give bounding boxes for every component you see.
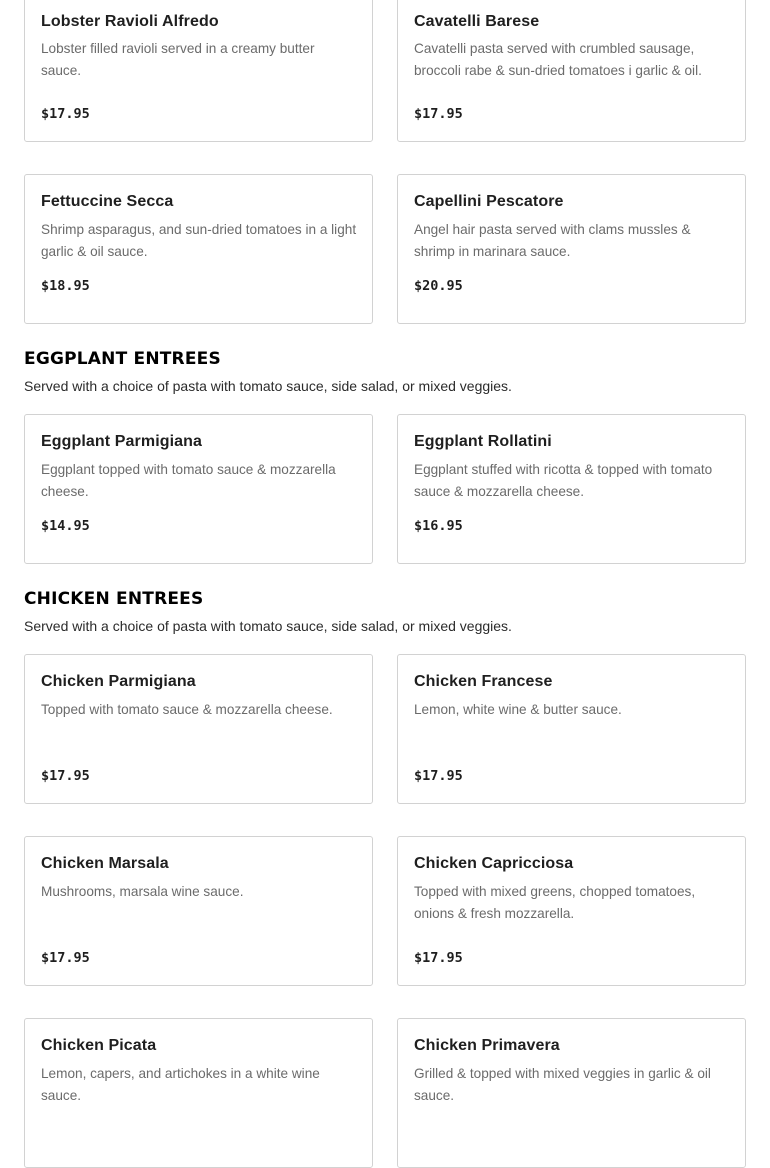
menu-item-name: Capellini Pescatore <box>414 193 564 210</box>
menu-item-description: Shrimp asparagus, and sun-dried tomatoes in a light garlic & oil sauce. <box>41 222 357 259</box>
menu-item-name: Cavatelli Barese <box>414 13 540 30</box>
menu-item-card[interactable] <box>24 836 373 986</box>
menu-item-description: Lemon, capers, and artichokes in a white wine sauce. <box>41 1066 320 1103</box>
menu-item-price: $14.95 <box>41 518 90 534</box>
menu-item-name: Chicken Parmigiana <box>41 673 196 690</box>
menu-item-name: Chicken Capricciosa <box>414 855 574 872</box>
menu-item-description: Topped with tomato sauce & mozzarella cheese. <box>41 702 333 717</box>
menu-item-card[interactable] <box>397 1018 746 1168</box>
section-title: CHICKEN ENTREES <box>24 589 204 609</box>
menu-item-card[interactable] <box>24 0 373 142</box>
menu-item-card[interactable] <box>397 414 746 564</box>
menu-item-description: Angel hair pasta served with clams mussles & shrimp in marinara sauce. <box>414 222 691 259</box>
menu-item-card[interactable] <box>397 0 746 142</box>
section-title: EGGPLANT ENTREES <box>24 349 221 369</box>
menu-item-description: Eggplant stuffed with ricotta & topped with tomato sauce & mozzarella cheese. <box>414 462 713 499</box>
menu-item-price: $17.95 <box>414 106 463 122</box>
menu-item-price: $20.95 <box>414 278 463 294</box>
menu-item-description: Topped with mixed greens, chopped tomatoes, onions & fresh mozzarella. <box>414 884 696 921</box>
menu-item-card[interactable] <box>24 174 373 324</box>
menu-item-description: Grilled & topped with mixed veggies in garlic & oil sauce. <box>414 1066 711 1103</box>
menu-item-description: Lobster filled ravioli served in a creamy butter sauce. <box>41 41 315 78</box>
menu-item-card[interactable] <box>24 414 373 564</box>
menu-item-card[interactable] <box>24 654 373 804</box>
section-subtitle: Served with a choice of pasta with tomato sauce, side salad, or mixed veggies. <box>24 378 512 394</box>
menu-item-price: $17.95 <box>41 106 90 122</box>
menu-item-card[interactable] <box>397 174 746 324</box>
menu-item-name: Chicken Francese <box>414 673 553 690</box>
menu-item-name: Lobster Ravioli Alfredo <box>41 13 219 30</box>
menu-item-name: Chicken Primavera <box>414 1037 560 1054</box>
menu-item-description: Cavatelli pasta served with crumbled sausage, broccoli rabe & sun-dried tomatoes i garlic & oil. <box>414 41 702 78</box>
menu-item-price: $17.95 <box>414 950 463 966</box>
menu-item-description: Mushrooms, marsala wine sauce. <box>41 884 244 899</box>
menu-item-name: Fettuccine Secca <box>41 193 174 210</box>
menu-item-description: Lemon, white wine & butter sauce. <box>414 702 622 717</box>
menu-item-description: Eggplant topped with tomato sauce & mozzarella cheese. <box>41 462 336 499</box>
menu-item-card[interactable] <box>397 836 746 986</box>
menu-item-name: Eggplant Rollatini <box>414 433 552 450</box>
menu-item-card[interactable] <box>24 1018 373 1168</box>
menu-item-name: Eggplant Parmigiana <box>41 433 203 450</box>
menu-item-card[interactable] <box>397 654 746 804</box>
section-subtitle: Served with a choice of pasta with tomato sauce, side salad, or mixed veggies. <box>24 618 512 634</box>
menu-item-price: $17.95 <box>41 768 90 784</box>
menu-item-price: $17.95 <box>414 768 463 784</box>
menu-item-price: $17.95 <box>41 950 90 966</box>
menu-item-price: $18.95 <box>41 278 90 294</box>
menu-item-name: Chicken Picata <box>41 1037 157 1054</box>
menu-item-name: Chicken Marsala <box>41 855 169 872</box>
menu-item-price: $16.95 <box>414 518 463 534</box>
